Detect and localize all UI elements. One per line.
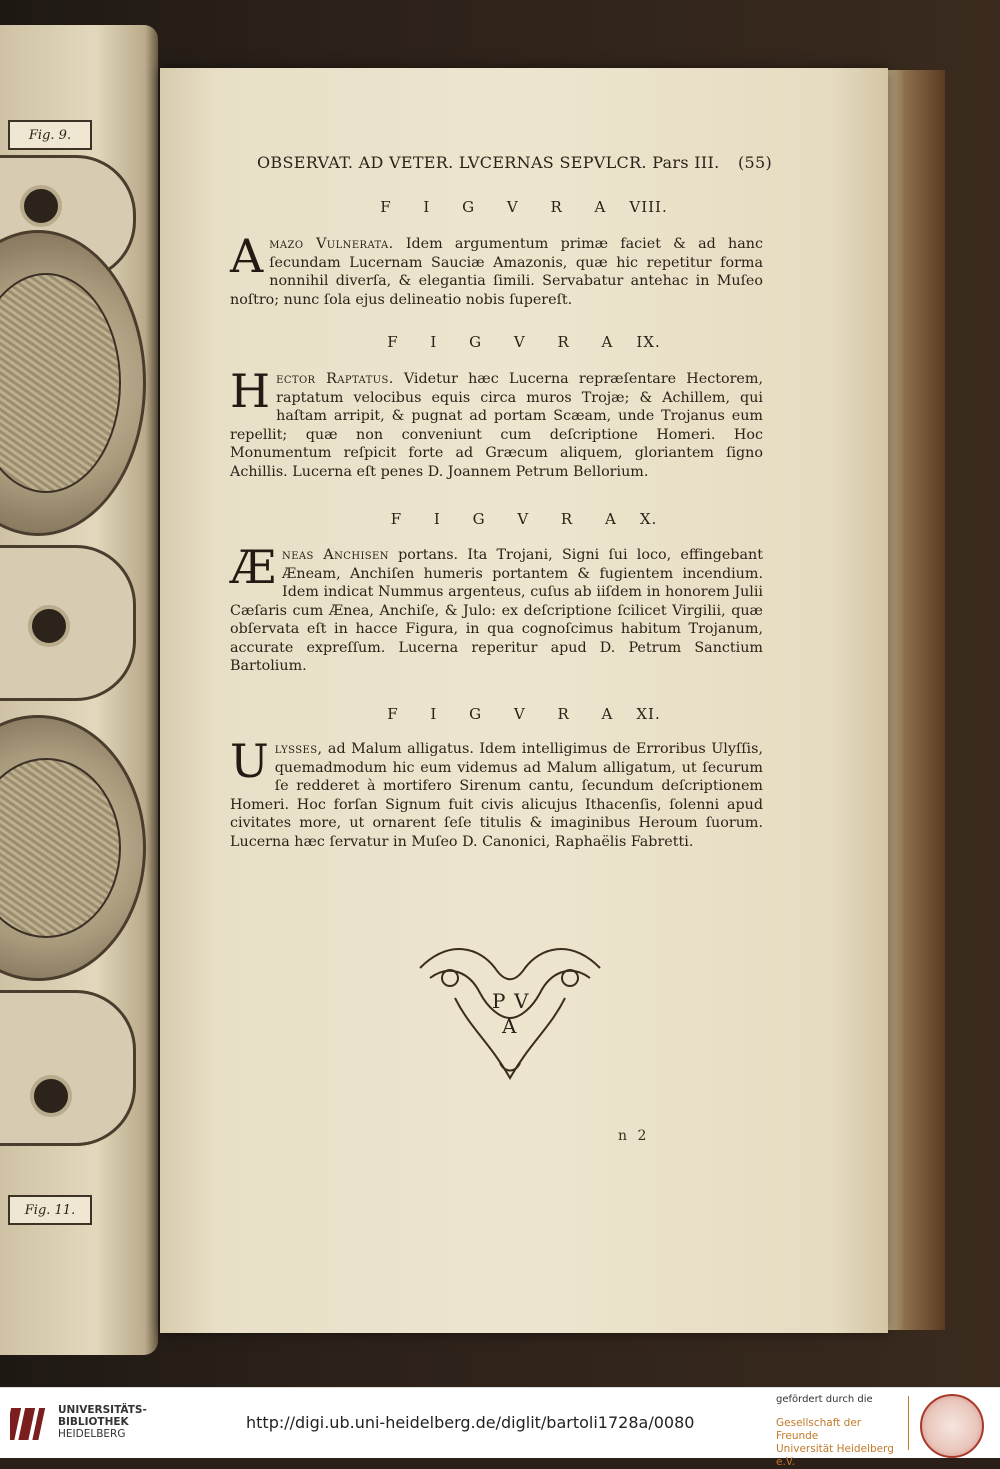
paragraph-lead: mazo Vulnerata. bbox=[269, 236, 394, 252]
drop-capital: Æ bbox=[230, 540, 277, 594]
lamp-hole-bottom bbox=[30, 1075, 72, 1117]
running-head bbox=[257, 153, 772, 172]
permalink-url[interactable]: http://digi.ub.uni-heidelberg.de/diglit/bartoli1728a/0080 bbox=[246, 1413, 695, 1432]
sponsor-label: gefördert durch die bbox=[776, 1394, 873, 1405]
figure-label-top: Fig. 9. bbox=[8, 120, 92, 150]
ornament-letter: A bbox=[502, 1014, 517, 1038]
page-number: (55) bbox=[737, 153, 772, 172]
drop-capital: H bbox=[230, 364, 271, 418]
sponsor-org-line: Universität Heidelberg e.V. bbox=[776, 1443, 894, 1468]
lamp-hole-middle bbox=[28, 605, 70, 647]
lamp-plate-ulysses bbox=[0, 715, 146, 981]
sponsor-organization bbox=[776, 1417, 906, 1469]
paragraph-text: Idem argumentum primæ faciet & ad hanc ſecundam Lucernam Sauciæ Amazonis, quæ hic repetitur forma nonnihil diverſa, & elegantia ſimili. Servabatur antehac in Muſeo noſtro; nunc ſola ejus delineatio nobis ſupereſt. bbox=[230, 236, 763, 308]
text-page bbox=[160, 68, 888, 1333]
figure-heading-word: F I G V R A bbox=[390, 510, 630, 528]
library-name bbox=[58, 1404, 147, 1440]
lamp-relief-ulysses bbox=[0, 758, 121, 938]
figure-numeral: VIII. bbox=[629, 198, 668, 216]
figure-heading-8 bbox=[160, 198, 888, 216]
paragraph-figure-11 bbox=[230, 734, 763, 851]
figure-heading-10 bbox=[160, 510, 888, 528]
sponsor-block bbox=[776, 1394, 906, 1469]
library-name-line: BIBLIOTHEK bbox=[58, 1416, 129, 1428]
ornament-letter: V bbox=[514, 989, 529, 1013]
footer-bar bbox=[0, 1387, 1000, 1468]
figure-numeral: IX. bbox=[636, 333, 661, 351]
drop-capital: A bbox=[230, 229, 264, 283]
lamp-relief-hector bbox=[0, 273, 121, 493]
figure-numeral: XI. bbox=[636, 705, 661, 723]
footer-divider bbox=[908, 1396, 909, 1450]
library-logo-icon bbox=[10, 1404, 50, 1444]
paragraph-figure-10 bbox=[230, 540, 763, 676]
drop-capital: U bbox=[230, 734, 269, 788]
library-name-line: HEIDELBERG bbox=[58, 1428, 126, 1440]
figure-heading-word: F I G V R A bbox=[387, 333, 627, 351]
paragraph-lead: neas Anchisen bbox=[282, 547, 389, 563]
signature-mark: n 2 bbox=[618, 1128, 650, 1144]
lamp-handle-bottom bbox=[0, 990, 136, 1146]
book-cover-edge bbox=[885, 70, 945, 1330]
paragraph-figure-9 bbox=[230, 364, 763, 481]
figure-heading-11 bbox=[160, 705, 888, 723]
left-page-engraving bbox=[0, 25, 158, 1355]
paragraph-figure-8 bbox=[230, 229, 763, 309]
sponsor-org-line: Gesellschaft der Freunde bbox=[776, 1417, 862, 1442]
paragraph-lead: lysses, bbox=[274, 741, 323, 757]
paragraph-text: Videtur hæc Lucerna repræſentare Hectorem, raptatum velocibus equis circa muros Trojæ; & Achillem, qui haſtam arripit, & pugnat ad portam Scæam, unde Trojanus eum repellit; quæ non conveniunt cum deſcriptione Homeri. Hoc Monumentum reſpicit forte ad Græcum aliquem, gloriantem ſigno Achillis. Lucerna eſt penes D. Joannem Petrum Bellorium. bbox=[230, 371, 763, 480]
figure-heading-word: F I G V R A bbox=[380, 198, 620, 216]
printer-ornament bbox=[410, 938, 610, 1088]
library-name-line: UNIVERSITÄTS- bbox=[58, 1404, 147, 1416]
ornament-letter: P bbox=[492, 989, 506, 1013]
university-seal-icon bbox=[920, 1394, 984, 1458]
figure-heading-word: F I G V R A bbox=[387, 705, 627, 723]
figure-label-bottom: Fig. 11. bbox=[8, 1195, 92, 1225]
running-head-title: OBSERVAT. AD VETER. LVCERNAS SEPVLCR. Pars III. bbox=[257, 153, 720, 172]
figure-heading-9 bbox=[160, 333, 888, 351]
figure-numeral: X. bbox=[639, 510, 658, 528]
paragraph-text: ad Malum alligatus. Idem intelligimus de Erroribus Ulyſſis, quemadmodum hic eum videmus ad Malum alligatum, ut ſecurum ſe redderet à mortifero Sirenum cantu, ſecundum deſcriptionem Homeri. Hoc forſan Signum fuit civis alicujus Ithacenſis, ſolenni apud civitates more, ut ornarent ſeſe titulis & imaginibus Heroum ſuorum. Lucerna hæc ſervatur in Muſeo D. Canonici, Raphaëlis Fabretti. bbox=[230, 741, 763, 850]
lamp-hole-top bbox=[20, 185, 62, 227]
paragraph-lead: ector Raptatus. bbox=[276, 371, 394, 387]
lamp-plate-hector bbox=[0, 230, 146, 536]
paragraph-text: portans. Ita Trojani, Signi ſui loco, effingebant Æneam, Anchiſen humeris portantem & fugientem incendium. Idem indicat Nummus argenteus, cuſus ab iiſdem in honorem Julii Cæſaris cum Ænea, Anchiſe, & Julo: ex deſcriptione ſcilicet Virgilii, quæ obſervata eſt in hacce Figura, in qua cognoſcimus habitum Trojanum, accurate expreſſum. Lucerna reperitur apud D. Petrum Sanctium Bartolium. bbox=[230, 547, 763, 674]
